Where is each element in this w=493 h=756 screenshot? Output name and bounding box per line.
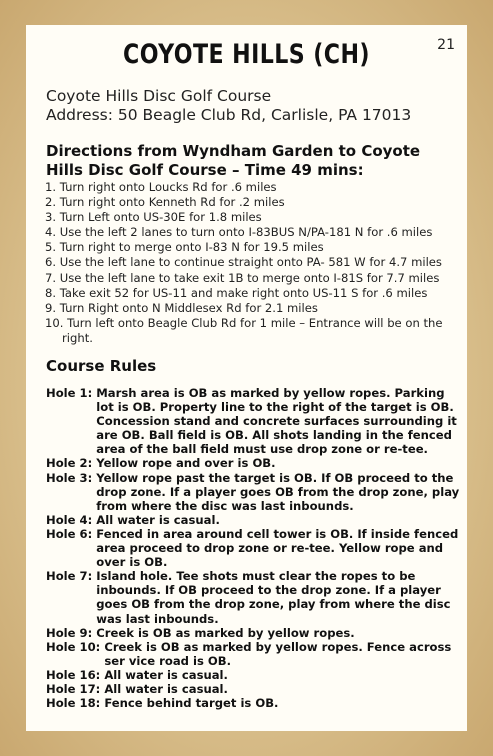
rule-text: All water is casual.	[104, 667, 228, 682]
page	[26, 25, 467, 731]
direction-step: 9. Turn Right onto N Middlesex Rd for 2.1 miles	[45, 300, 318, 315]
rule-item	[46, 386, 461, 456]
course-name: Coyote Hills Disc Golf Course	[46, 87, 272, 105]
rule-hole: Hole 6:	[46, 526, 93, 541]
rule-item	[46, 456, 461, 470]
rule-text: Island hole. Tee shots must clear the ropes to be inbounds. If OB proceed to the drop zone. If a player goes OB from the drop zone, play from where the disc was last inbounds.	[96, 569, 451, 626]
rule-text: All water is casual.	[96, 512, 220, 527]
direction-step: 1. Turn right onto Loucks Rd for .6 miles	[45, 180, 277, 194]
directions-heading: Directions from Wyndham Garden to Coyote Hills Disc Golf Course – Time 49 mins:	[46, 142, 421, 179]
direction-step: 4. Use the left 2 lanes to turn onto I-83BUS N/PA-181 N for .6 miles	[45, 225, 433, 240]
rule-hole: Hole 1:	[46, 386, 93, 400]
page-title: COYOTE HILLS (CH)	[123, 39, 370, 70]
direction-step: 8. Take exit 52 for US-11 and make right onto US-11 S for .6 miles	[45, 285, 428, 300]
rule-item	[46, 527, 461, 569]
direction-step: 6. Use the left lane to continue straight onto PA- 581 W for 4.7 miles	[45, 255, 442, 270]
rule-text: Yellow rope past the target is OB. If OB proceed to the drop zone. If a player goes OB from the drop zone, play from where the disc was last inbounds.	[96, 470, 460, 513]
direction-step: 5. Turn right to merge onto I-83 N for 19.5 miles	[45, 240, 324, 255]
rule-hole: Hole 3:	[46, 470, 93, 485]
direction-step: 3. Turn Left onto US-30E for 1.8 miles	[45, 210, 262, 225]
rule-text: Fence behind target is OB.	[104, 696, 279, 711]
directions-list	[45, 180, 460, 346]
rule-item	[46, 668, 461, 682]
rule-item	[46, 640, 461, 668]
rules-heading: Course Rules	[46, 357, 157, 375]
rule-hole: Hole 7:	[46, 569, 93, 584]
rule-item	[46, 569, 461, 625]
rule-text: Fenced in area around cell tower is OB. If inside fenced area proceed to drop zone or re-tee. Yellow rope and over is OB.	[96, 526, 459, 570]
direction-step: 10. Turn left onto Beagle Club Rd for 1 mile – Entrance will be on the right.	[45, 315, 443, 345]
rule-hole: Hole 2:	[46, 456, 93, 471]
rule-item	[46, 682, 461, 696]
rule-hole: Hole 16:	[46, 667, 101, 682]
rule-text: Creek is OB as marked by yellow ropes. Fence across ser vice road is OB.	[104, 639, 452, 668]
rule-hole: Hole 17:	[46, 681, 101, 696]
rule-hole: Hole 10:	[46, 639, 101, 654]
rules-list	[46, 386, 461, 710]
rule-text: Marsh area is OB as marked by yellow ropes. Parking lot is OB. Property line to the right of the target is OB. Concession stand and concrete surfaces surrounding it are OB. Ball field is OB. All shots landing in the fenced area of the ball field must use drop zone or re-tee.	[96, 386, 457, 457]
rule-hole: Hole 18:	[46, 696, 101, 711]
rule-text: Creek is OB as marked by yellow ropes.	[96, 625, 355, 640]
rule-text: Yellow rope and over is OB.	[96, 456, 276, 471]
rule-item	[46, 471, 461, 513]
rule-item	[46, 513, 461, 527]
page-number: 21	[437, 37, 455, 53]
course-info	[46, 87, 411, 125]
direction-step: 7. Use the left lane to take exit 1B to merge onto I-81S for 7.7 miles	[45, 270, 440, 285]
rule-hole: Hole 9:	[46, 625, 93, 640]
rule-item	[46, 626, 461, 640]
rule-text: All water is casual.	[104, 681, 228, 696]
course-address: Address: 50 Beagle Club Rd, Carlisle, PA 17013	[46, 106, 412, 124]
rule-item	[46, 696, 461, 710]
rule-hole: Hole 4:	[46, 512, 93, 527]
direction-step: 2. Turn right onto Kenneth Rd for .2 miles	[45, 195, 285, 210]
